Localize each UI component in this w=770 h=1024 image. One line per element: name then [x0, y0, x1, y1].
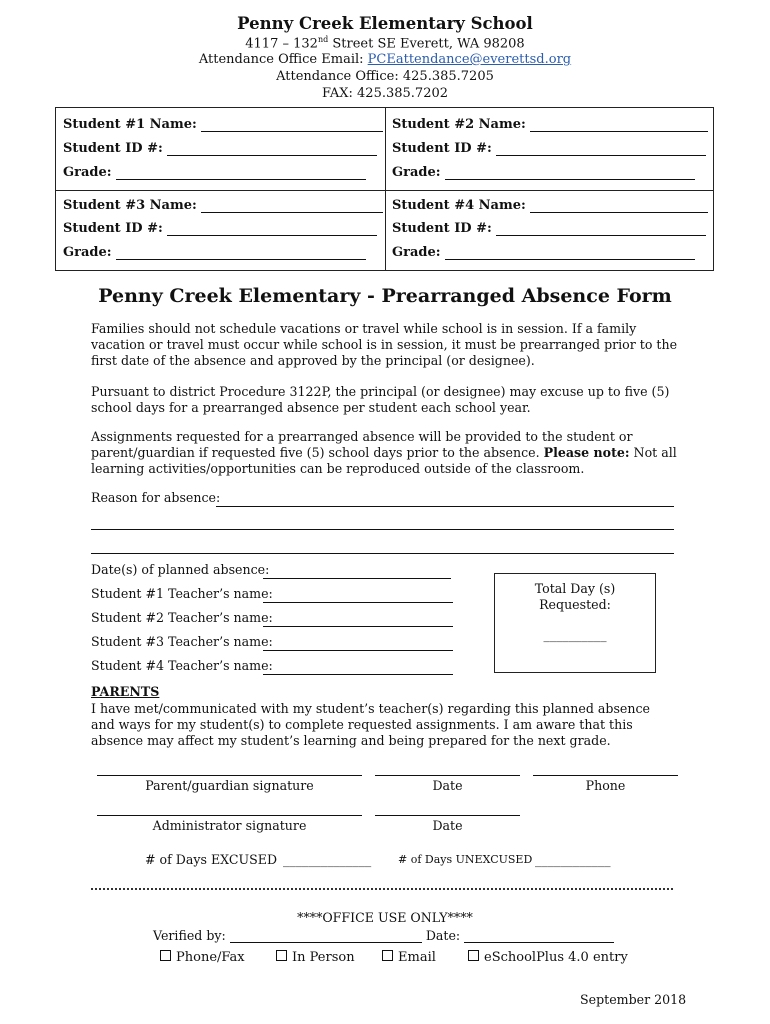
- teacher3-label: Student #3 Teacher’s name:: [91, 634, 273, 649]
- student3-grade-field[interactable]: Grade:: [63, 245, 366, 260]
- days-excused-label: # of Days EXCUSED: [145, 852, 278, 867]
- student1-name-field[interactable]: Student #1 Name:: [63, 117, 383, 132]
- checkbox-eschoolplus[interactable]: eSchoolPlus 4.0 entry: [468, 950, 628, 965]
- parents-statement: I have met/communicated with my student’s teacher(s) regarding this planned absence and ways for my student(s) to complete requested assignments. I am aware that this absence may affect my student’s learning and being prepared for the next grade.: [91, 701, 650, 748]
- teacher2-label: Student #2 Teacher’s name:: [91, 610, 273, 625]
- total-days-requested-box[interactable]: [494, 573, 656, 673]
- teacher1-label: Student #1 Teacher’s name:: [91, 586, 273, 601]
- school-address: 4117 – 132nd Street SE Everett, WA 98208: [245, 35, 525, 52]
- cut-line-divider: [91, 888, 673, 890]
- table-divider-vertical: [385, 108, 386, 270]
- school-name: Penny Creek Elementary School: [237, 14, 533, 33]
- teacher4-label: Student #4 Teacher’s name:: [91, 658, 273, 673]
- student4-grade-field[interactable]: Grade:: [392, 245, 695, 260]
- table-divider-horizontal: [56, 190, 713, 191]
- policy-paragraph-3: Assignments requested for a prearranged absence will be provided to the student or parent/guardian if requested five (5) school days prior to the absence. Please note: Not all learning activities/opportunities can be reproduced outside of the classroom.: [91, 429, 677, 476]
- reason-line-1[interactable]: [216, 506, 674, 507]
- teacher1-line[interactable]: [263, 602, 453, 603]
- student1-id-field[interactable]: Student ID #:: [63, 141, 377, 156]
- checkbox-in-person[interactable]: In Person: [276, 950, 355, 965]
- parent-date-caption: Date: [432, 778, 463, 793]
- days-unexcused-label: # of Days UNEXCUSED: [398, 853, 533, 866]
- reason-line-3[interactable]: [91, 553, 674, 554]
- total-days-blank: __________: [543, 627, 607, 642]
- attendance-email-link[interactable]: PCEattendance@everettsd.org: [367, 52, 572, 67]
- checkbox-icon: [468, 950, 479, 961]
- attendance-fax: FAX: 425.385.7202: [321, 86, 449, 101]
- policy-paragraph-2: Pursuant to district Procedure 3122P, the principal (or designee) may excuse up to five (5) school days for a prearranged absence per student each school year.: [91, 384, 670, 415]
- admin-signature-caption: Administrator signature: [152, 818, 307, 833]
- student2-id-field[interactable]: Student ID #:: [392, 141, 706, 156]
- office-use-heading: ****OFFICE USE ONLY****: [297, 910, 473, 925]
- checkbox-icon: [160, 950, 171, 961]
- phone-line[interactable]: [533, 775, 678, 776]
- policy-paragraph-1: Families should not schedule vacations or travel while school is in session. If a family vacation or travel must occur while school is in session, it must be prearranged prior to the first date of the absence and approved by the principal (or designee).: [91, 321, 678, 368]
- checkbox-icon: [276, 950, 287, 961]
- parent-date-line[interactable]: [375, 775, 520, 776]
- student-info-table: [55, 107, 714, 271]
- verified-by-field[interactable]: Verified by: Date:: [153, 928, 614, 943]
- admin-date-line[interactable]: [375, 815, 520, 816]
- parent-signature-line[interactable]: [97, 775, 362, 776]
- parents-heading: PARENTS: [91, 684, 160, 699]
- student2-name-field[interactable]: Student #2 Name:: [392, 117, 708, 132]
- reason-line-2[interactable]: [91, 529, 674, 530]
- reason-label: Reason for absence:: [91, 490, 221, 505]
- checkbox-email[interactable]: Email: [382, 950, 436, 965]
- checkbox-icon: [382, 950, 393, 961]
- total-days-label-2: Requested:: [539, 597, 611, 612]
- student3-id-field[interactable]: Student ID #:: [63, 221, 377, 236]
- total-days-label-1: Total Day (s): [534, 581, 616, 596]
- attendance-email-line: Attendance Office Email: PCEattendance@everettsd.org: [198, 52, 572, 67]
- form-title: Penny Creek Elementary - Prearranged Absence Form: [98, 285, 672, 307]
- admin-date-caption: Date: [432, 818, 463, 833]
- student3-name-field[interactable]: Student #3 Name:: [63, 198, 383, 213]
- days-unexcused-blank[interactable]: ____________: [535, 852, 611, 867]
- student4-id-field[interactable]: Student ID #:: [392, 221, 706, 236]
- teacher2-line[interactable]: [263, 626, 453, 627]
- phone-caption: Phone: [585, 778, 626, 793]
- student1-grade-field[interactable]: Grade:: [63, 165, 366, 180]
- days-excused-blank[interactable]: ______________: [283, 852, 372, 867]
- checkbox-phone-fax[interactable]: Phone/Fax: [160, 950, 245, 965]
- student2-grade-field[interactable]: Grade:: [392, 165, 695, 180]
- student4-name-field[interactable]: Student #4 Name:: [392, 198, 708, 213]
- teacher4-line[interactable]: [263, 674, 453, 675]
- planned-absence-dates-label: Date(s) of planned absence:: [91, 562, 270, 577]
- admin-signature-line[interactable]: [97, 815, 362, 816]
- teacher3-line[interactable]: [263, 650, 453, 651]
- revision-date: September 2018: [580, 992, 687, 1007]
- planned-absence-dates-line[interactable]: [263, 578, 451, 579]
- parent-signature-caption: Parent/guardian signature: [145, 778, 314, 793]
- attendance-phone: Attendance Office: 425.385.7205: [276, 69, 494, 84]
